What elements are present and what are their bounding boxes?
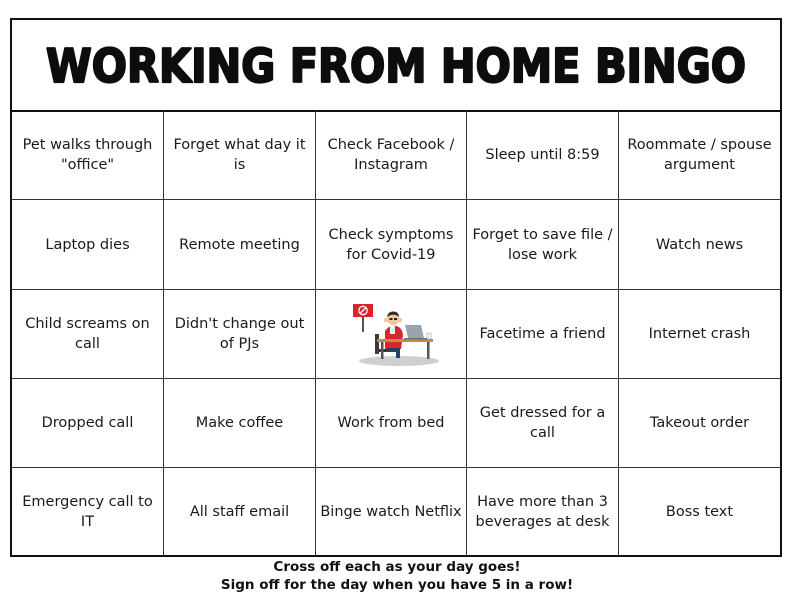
cell-label: Watch news: [655, 236, 744, 253]
bingo-cell[interactable]: [467, 110, 619, 200]
bingo-cell[interactable]: [619, 379, 780, 468]
bingo-cell[interactable]: [12, 110, 164, 200]
bingo-cell[interactable]: [12, 200, 164, 290]
cell-label: Remote meeting: [179, 236, 300, 253]
bingo-cell[interactable]: [164, 290, 316, 379]
cell-label: Have more than 3 beverages at desk: [475, 493, 610, 530]
cell-label: Work from bed: [337, 415, 445, 431]
bingo-cell[interactable]: [619, 468, 780, 555]
cell-label: Child screams on call: [25, 316, 150, 352]
free-space-cell[interactable]: [316, 290, 467, 379]
bingo-cell[interactable]: [467, 468, 619, 555]
bingo-cell[interactable]: [164, 110, 316, 200]
cell-label: Dropped call: [41, 415, 134, 431]
bingo-cell[interactable]: [467, 290, 619, 379]
cell-label: Make coffee: [195, 415, 284, 431]
cell-label: Forget what day it is: [173, 136, 306, 173]
cell-label: Laptop dies: [45, 236, 130, 253]
cell-label: Binge watch Netflix: [320, 503, 462, 520]
bingo-cell[interactable]: [316, 200, 467, 290]
bingo-cell[interactable]: [164, 379, 316, 468]
cell-label: Roommate / spouse argument: [627, 136, 772, 173]
cell-label: Internet crash: [648, 326, 751, 342]
instruction-line-1: Cross off each as your day goes!: [273, 559, 521, 575]
cell-label: Facetime a friend: [479, 326, 606, 342]
title-banner: [12, 20, 780, 112]
bingo-cell[interactable]: [316, 379, 467, 468]
bingo-cell[interactable]: [316, 110, 467, 200]
page-title: [12, 20, 780, 110]
bingo-cell[interactable]: [619, 110, 780, 200]
cell-label: Didn't change out of PJs: [174, 316, 305, 352]
cell-label: Takeout order: [649, 415, 750, 431]
bingo-cell[interactable]: [164, 200, 316, 290]
cell-label: Get dressed for a call: [479, 405, 606, 441]
bingo-cell[interactable]: [12, 290, 164, 379]
title-text: WORKING FROM HOME BINGO: [46, 39, 746, 93]
cell-label: Check symptoms for Covid-19: [328, 226, 454, 263]
cell-label: Sleep until 8:59: [485, 146, 600, 163]
cell-label: Boss text: [665, 503, 734, 520]
bingo-cell[interactable]: [164, 468, 316, 555]
bingo-cell[interactable]: [316, 468, 467, 555]
instructions: [0, 558, 794, 594]
stressed-worker-at-desk-no-virus-sign-icon: [341, 301, 441, 367]
bingo-cell[interactable]: [12, 379, 164, 468]
bingo-grid: [12, 110, 780, 555]
bingo-cell[interactable]: [467, 379, 619, 468]
bingo-card: [10, 18, 782, 557]
bingo-cell[interactable]: [619, 200, 780, 290]
bingo-cell[interactable]: [12, 468, 164, 555]
cell-label: All staff email: [189, 503, 290, 520]
cell-label: Emergency call to IT: [22, 493, 153, 530]
instruction-line-2: Sign off for the day when you have 5 in a row!: [220, 577, 574, 593]
cell-label: Pet walks through "office": [22, 136, 153, 173]
bingo-cell[interactable]: [619, 290, 780, 379]
bingo-cell[interactable]: [467, 200, 619, 290]
cell-label: Forget to save file / lose work: [472, 226, 613, 263]
cell-label: Check Facebook / Instagram: [327, 136, 455, 173]
